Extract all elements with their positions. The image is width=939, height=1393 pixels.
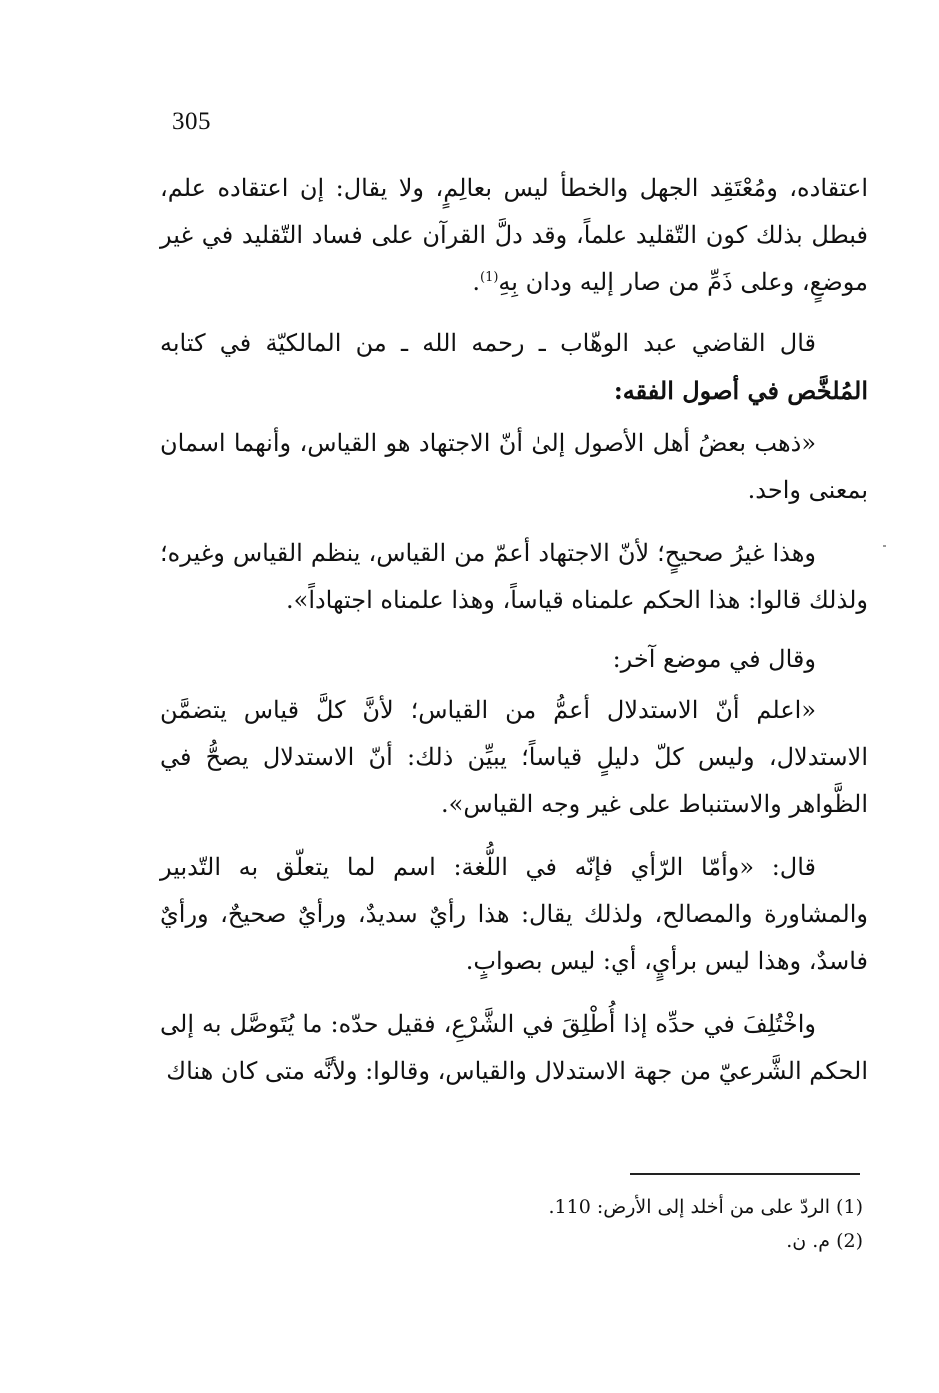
footnote-divider bbox=[630, 1173, 860, 1175]
footnote-marker: (1) bbox=[479, 270, 499, 285]
paragraph-another-place: وقال في موضع آخر: bbox=[612, 645, 816, 673]
paragraph-quote-istidlal: «اعلم أنّ الاستدلال أعمُّ من القياس؛ لأنَّ كلَّ قياس يتضمَّن الاستدلال، وليس كلّ دليلٍ قياساً؛ يبيِّن ذلك: أنّ الاستدلال يصحُّ في الظَّواهر والاستنباط على غير وجه القياس». bbox=[160, 696, 868, 818]
page-body bbox=[160, 165, 868, 1095]
page-number: 305 bbox=[172, 108, 211, 135]
paragraph-ray-definition: قال: «وأمّا الرّأي فإنّه في اللُّغة: اسم لما يتعلّق به التّدبير والمشاورة والمصالح، ولذلك يقال: هذا رأيٌ سديدٌ، ورأيٌ صحيحٌ، ورأيٌ فاسدٌ، وهذا ليس برأيٍ، أي: ليس بصوابٍ. bbox=[160, 853, 868, 975]
footnote-2: (2) م. ن. bbox=[786, 1230, 863, 1252]
book-title: المُلخَّص في أصول الفقه: bbox=[613, 376, 868, 405]
paragraph-ray-shari: واخْتُلِفَ في حدِّه إذا أُطْلِقَ في الشَّرْعِ، فقيل حدّه: ما يُتَوصَّل به إلى الحكم الشَّرعيّ من جهة الاستدلال والقياس، وقالوا: ولأنَّه متى كان هناك bbox=[160, 1010, 868, 1085]
paragraph-quote-ijtihad: «ذهب بعضُ أهل الأصول إلىٰ أنّ الاجتهاد هو القياس، وأنهما اسمان بمعنى واحد. bbox=[160, 429, 868, 504]
paragraph-intro-abdulwahhab bbox=[160, 320, 868, 415]
footnote-1: (1) الردّ على من أخلد إلى الأرض: 110. bbox=[548, 1196, 863, 1218]
scan-speck bbox=[883, 545, 886, 547]
paragraph-text: قال القاضي عبد الوهّاب ـ رحمه الله ـ من المالكيّة في كتابه bbox=[160, 329, 816, 357]
paragraph-text: اعتقاده، ومُعْتَقِد الجهل والخطأ ليس بعالِمٍ، ولا يقال: إن اعتقاده علم، فبطل بذلك كون التّقليد علماً، وقد دلَّ القرآن على فساد التّقليد في غير موضعٍ، وعلى ذَمِّ من صار إليه ودان بِهِ bbox=[160, 174, 868, 296]
paragraph-critique: وهذا غيرُ صحيحٍ؛ لأنّ الاجتهاد أعمّ من القياس، ينظم القياس وغيره؛ ولذلك قالوا: هذا الحكم علمناه قياساً، وهذا علمناه اجتهاداً». bbox=[160, 539, 868, 614]
paragraph-end-punctuation: . bbox=[472, 268, 480, 296]
paragraph-continuation bbox=[160, 165, 868, 306]
footnotes bbox=[160, 1190, 863, 1258]
